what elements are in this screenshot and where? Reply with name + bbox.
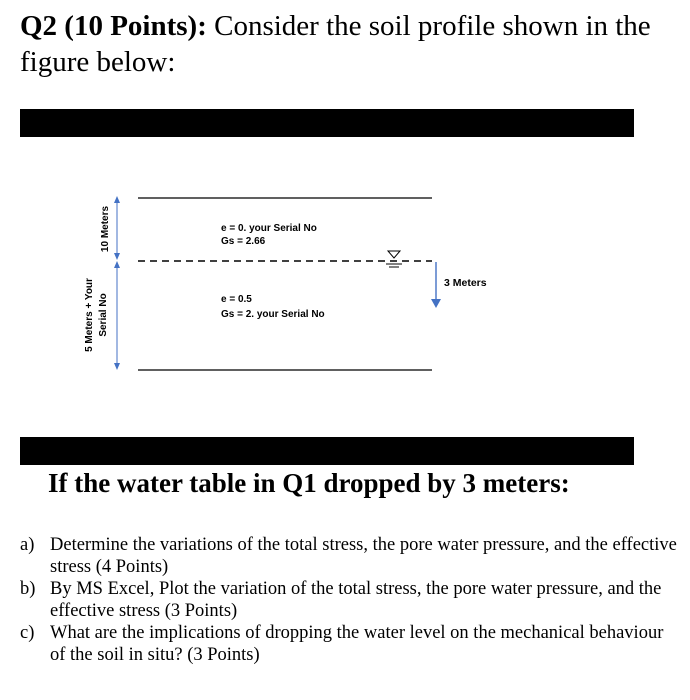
left-dim-bottom-label-line2: Serial No (98, 293, 109, 337)
layer1-void-ratio: e = 0. your Serial No (221, 223, 317, 234)
question-label: Q2 (10 Points): (20, 10, 207, 42)
right-dim-label: 3 Meters (444, 277, 487, 289)
part-a-text: Determine the variations of the total stress, the pore water pressure, and the effective stress (4 Points) (50, 535, 677, 577)
subheading: If the water table in Q1 dropped by 3 meters: (48, 468, 570, 498)
layer2-void-ratio: e = 0.5 (221, 294, 252, 305)
part-c-text: What are the implications of dropping the water level on the mechanical behaviour of the soil in situ? (3 Points) (50, 623, 664, 665)
layer2-specific-gravity: Gs = 2. your Serial No (221, 309, 325, 320)
question-parts (20, 534, 680, 666)
left-dim-top-arrow (114, 196, 120, 260)
bottom-black-bar (20, 437, 634, 465)
soil-profile-figure (20, 137, 634, 437)
part-c-label: c) (20, 623, 35, 643)
left-dim-bottom-arrow (114, 261, 120, 370)
layer1-specific-gravity: Gs = 2.66 (221, 236, 266, 247)
water-table-icon (386, 251, 402, 267)
part-b-text: By MS Excel, Plot the variation of the total stress, the pore water pressure, and the effective stress (3 Points) (50, 579, 662, 621)
question-title (20, 8, 680, 80)
question-prompt: Consider the soil profile shown in the figure below: (20, 10, 651, 78)
right-dim-arrow (431, 262, 441, 308)
top-black-bar (20, 109, 634, 137)
part-c (20, 622, 680, 666)
left-dim-bottom-label-line1: 5 Meters + Your (84, 278, 95, 352)
part-b-label: b) (20, 579, 36, 599)
part-b (20, 578, 680, 622)
part-a (20, 534, 680, 578)
left-dim-top-label: 10 Meters (100, 205, 111, 253)
soil-profile-svg (20, 137, 634, 437)
part-a-label: a) (20, 535, 35, 555)
